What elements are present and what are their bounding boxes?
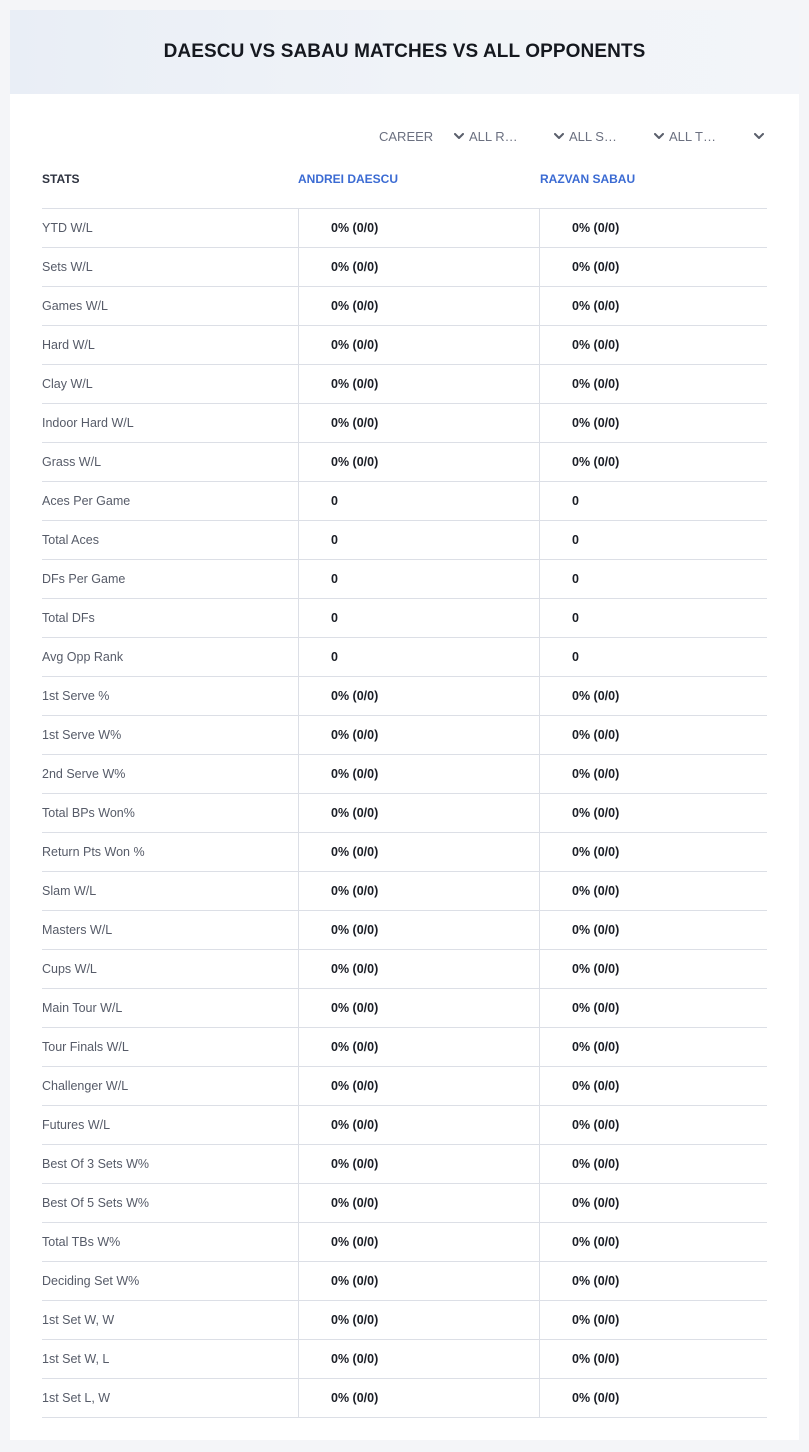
player2-value: 0 [539,599,767,637]
player1-value: 0 [298,482,539,520]
table-row [42,911,767,950]
chevron-down-icon [653,130,665,142]
table-row [42,365,767,404]
filter-label: ALL S… [569,128,617,144]
player2-value: 0% (0/0) [539,716,767,754]
player2-value: 0% (0/0) [539,755,767,793]
stat-label: YTD W/L [42,221,93,235]
table-row [42,443,767,482]
table-row [42,638,767,677]
stat-label: DFs Per Game [42,572,126,586]
table-row [42,560,767,599]
filter-round-dropdown[interactable] [465,126,565,146]
stat-label: Total DFs [42,611,95,625]
player1-value: 0 [298,560,539,598]
player2-value: 0% (0/0) [539,404,767,442]
player1-value: 0% (0/0) [298,911,539,949]
player1-value: 0% (0/0) [298,443,539,481]
stat-label: Avg Opp Rank [42,650,124,664]
player2-value: 0% (0/0) [539,872,767,910]
table-row [42,1067,767,1106]
player2-value: 0% (0/0) [539,1067,767,1105]
table-row [42,326,767,365]
player2-value: 0% (0/0) [539,911,767,949]
player1-value: 0% (0/0) [298,677,539,715]
table-row [42,989,767,1028]
chevron-down-icon [453,130,465,142]
card-header [10,10,799,94]
player1-value: 0% (0/0) [298,1223,539,1261]
filter-bar [375,126,765,146]
player2-value: 0 [539,560,767,598]
player2-value: 0% (0/0) [539,209,767,247]
stats-table-body [42,209,767,1418]
table-row [42,950,767,989]
player2-value: 0% (0/0) [539,1301,767,1339]
stat-label: Main Tour W/L [42,1001,123,1015]
column-header-stats: STATS [42,172,80,186]
filter-label: CAREER [379,128,434,144]
player1-value: 0 [298,638,539,676]
table-row [42,1262,767,1301]
stat-label: 2nd Serve W% [42,767,126,781]
player1-value: 0% (0/0) [298,1184,539,1222]
player1-value: 0% (0/0) [298,794,539,832]
player2-value: 0% (0/0) [539,1223,767,1261]
stat-label: Sets W/L [42,260,93,274]
stats-card [10,10,799,1440]
player2-value: 0% (0/0) [539,833,767,871]
table-row [42,1301,767,1340]
stat-label: Masters W/L [42,923,113,937]
player1-value: 0% (0/0) [298,209,539,247]
player2-value: 0% (0/0) [539,326,767,364]
stat-label: Grass W/L [42,455,102,469]
player2-value: 0% (0/0) [539,1262,767,1300]
player2-value: 0 [539,482,767,520]
table-row [42,1106,767,1145]
player2-value: 0% (0/0) [539,989,767,1027]
table-row [42,872,767,911]
player2-value: 0% (0/0) [539,443,767,481]
player1-value: 0% (0/0) [298,716,539,754]
player1-value: 0% (0/0) [298,326,539,364]
stat-label: Clay W/L [42,377,93,391]
filter-tournament-dropdown[interactable] [665,126,765,146]
player1-value: 0% (0/0) [298,1340,539,1378]
player2-value: 0 [539,521,767,559]
player2-value: 0% (0/0) [539,794,767,832]
stat-label: Total TBs W% [42,1235,121,1249]
stat-label: Aces Per Game [42,494,131,508]
player2-value: 0% (0/0) [539,1184,767,1222]
player2-value: 0% (0/0) [539,950,767,988]
stat-label: Hard W/L [42,338,95,352]
player2-value: 0% (0/0) [539,248,767,286]
stat-label: 1st Set W, W [42,1313,115,1327]
stat-label: 1st Set L, W [42,1391,111,1405]
table-row [42,1223,767,1262]
player1-value: 0% (0/0) [298,1301,539,1339]
player2-value: 0% (0/0) [539,1379,767,1417]
table-row [42,287,767,326]
player1-value: 0% (0/0) [298,833,539,871]
filter-period-dropdown[interactable] [375,126,465,146]
table-row [42,599,767,638]
table-row [42,248,767,287]
stat-label: Games W/L [42,299,108,313]
page-title: DAESCU VS SABAU MATCHES VS ALL OPPONENTS [163,41,646,62]
player1-value: 0% (0/0) [298,950,539,988]
stat-label: 1st Serve % [42,689,110,703]
player1-value: 0% (0/0) [298,404,539,442]
table-row [42,677,767,716]
stat-label: Total BPs Won% [42,806,135,820]
player1-value: 0 [298,599,539,637]
table-row [42,1145,767,1184]
player1-value: 0% (0/0) [298,755,539,793]
table-row [42,794,767,833]
column-header-player2-link[interactable]: RAZVAN SABAU [540,172,636,186]
player2-value: 0% (0/0) [539,365,767,403]
player1-value: 0 [298,521,539,559]
stat-label: Best Of 3 Sets W% [42,1157,149,1171]
table-row [42,209,767,248]
column-header-player1-link[interactable]: ANDREI DAESCU [298,172,399,186]
chevron-down-icon [753,130,765,142]
table-row [42,521,767,560]
filter-label: ALL R… [469,128,518,144]
stat-label: Challenger W/L [42,1079,129,1093]
player2-value: 0% (0/0) [539,1145,767,1183]
stat-label: Return Pts Won % [42,845,145,859]
player2-value: 0% (0/0) [539,1340,767,1378]
player1-value: 0% (0/0) [298,365,539,403]
player1-value: 0% (0/0) [298,287,539,325]
player1-value: 0% (0/0) [298,1262,539,1300]
stat-label: Futures W/L [42,1118,111,1132]
stat-label: Deciding Set W% [42,1274,140,1288]
table-header [42,170,767,209]
player2-value: 0% (0/0) [539,1028,767,1066]
table-row [42,716,767,755]
table-row [42,404,767,443]
table-row [42,833,767,872]
stat-label: Cups W/L [42,962,97,976]
table-row [42,1379,767,1418]
player1-value: 0% (0/0) [298,1028,539,1066]
player2-value: 0% (0/0) [539,677,767,715]
player2-value: 0 [539,638,767,676]
stat-label: Slam W/L [42,884,97,898]
table-row [42,1184,767,1223]
player1-value: 0% (0/0) [298,989,539,1027]
stat-label: Total Aces [42,533,99,547]
player1-value: 0% (0/0) [298,1067,539,1105]
table-row [42,755,767,794]
stat-label: Indoor Hard W/L [42,416,134,430]
player2-value: 0% (0/0) [539,287,767,325]
filter-label: ALL T… [669,128,716,144]
table-row [42,482,767,521]
stat-label: Tour Finals W/L [42,1040,129,1054]
table-row [42,1028,767,1067]
stat-label: Best Of 5 Sets W% [42,1196,149,1210]
filter-surface-dropdown[interactable] [565,126,665,146]
player2-value: 0% (0/0) [539,1106,767,1144]
stat-label: 1st Set W, L [42,1352,110,1366]
player1-value: 0% (0/0) [298,1106,539,1144]
player1-value: 0% (0/0) [298,1379,539,1417]
chevron-down-icon [553,130,565,142]
table-row [42,1340,767,1379]
player1-value: 0% (0/0) [298,248,539,286]
player1-value: 0% (0/0) [298,1145,539,1183]
player1-value: 0% (0/0) [298,872,539,910]
stat-label: 1st Serve W% [42,728,122,742]
